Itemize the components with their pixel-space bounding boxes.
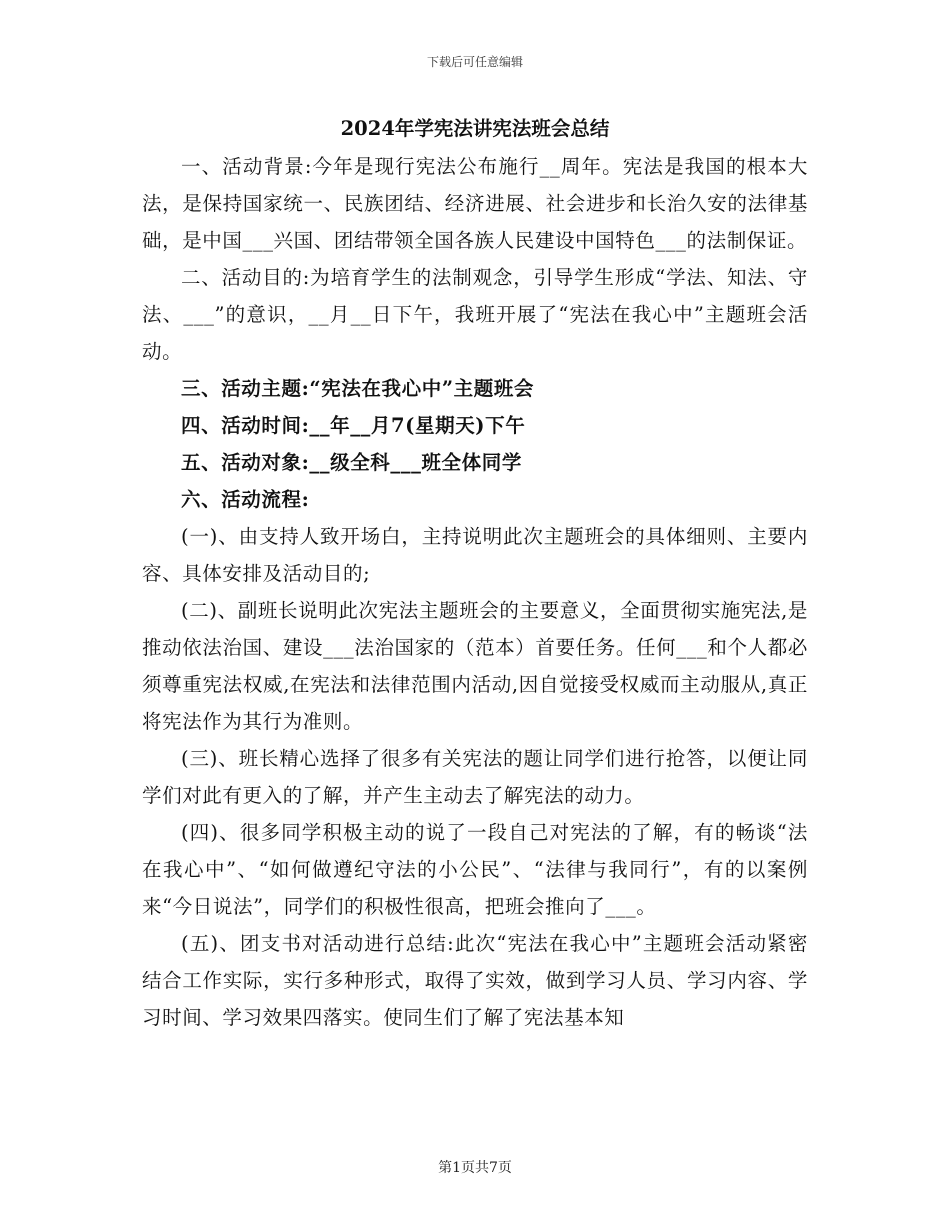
paragraph-step-3: (三)、班长精心选择了很多有关宪法的题让同学们进行抢答，以便让同学们对此有更入的了解，并产生主动去了解宪法的动力。 [142, 747, 808, 807]
paragraph-process-heading: 六、活动流程: [181, 488, 310, 511]
paragraph-step-2: (二)、副班长说明此次宪法主题班会的主要意义，全面贯彻实施宪法,是推动依法治国、建设___法治国家的（范本）首要任务。任何___和个人都必须尊重宪法权威,在宪法和法律范围内活动,因自觉接受权威而主动服从,真正将宪法作为其行为准则。 [142, 599, 808, 733]
header-note: 下载后可任意编辑 [426, 55, 523, 69]
paragraph-theme: 三、活动主题:“宪法在我心中”主题班会 [181, 377, 535, 400]
document-body [142, 112, 808, 1036]
paragraph-audience: 五、活动对象:__级全科___班全体同学 [181, 451, 522, 474]
paragraph-step-1: (一)、由支持人致开场白，主持说明此次主题班会的具体细则、主要内容、具体安排及活动目的; [142, 525, 808, 585]
paragraph-background: 一、活动背景:今年是现行宪法公布施行__周年。宪法是我国的根本大法，是保持国家统一、民族团结、经济进展、社会进步和长治久安的法律基础，是中国___兴国、团结带领全国各族人民建设中国特色___的法制保证。 [142, 155, 808, 252]
page-indicator: 第1页共7页 [438, 1160, 512, 1176]
document-title: 2024年学宪法讲宪法班会总结 [340, 117, 610, 140]
paragraph-step-4: (四)、很多同学积极主动的说了一段自己对宪法的了解，有的畅谈“法在我心中”、“如何做遵纪守法的小公民”、“法律与我同行”，有的以案例来“今日说法”，同学们的积极性很高，把班会推向了___。 [142, 821, 808, 918]
paragraph-time: 四、活动时间:__年__月7(星期天)下午 [181, 414, 526, 437]
paragraph-purpose: 二、活动目的:为培育学生的法制观念，引导学生形成“学法、知法、守法、___”的意识，__月__日下午，我班开展了“宪法在我心中”主题班会活动。 [142, 266, 808, 363]
paragraph-step-5: (五)、团支书对活动进行总结:此次“宪法在我心中”主题班会活动紧密结合工作实际，实行多种形式，取得了实效，做到学习人员、学习内容、学习时间、学习效果四落实。使同生们了解了宪法基本知 [142, 932, 808, 1029]
